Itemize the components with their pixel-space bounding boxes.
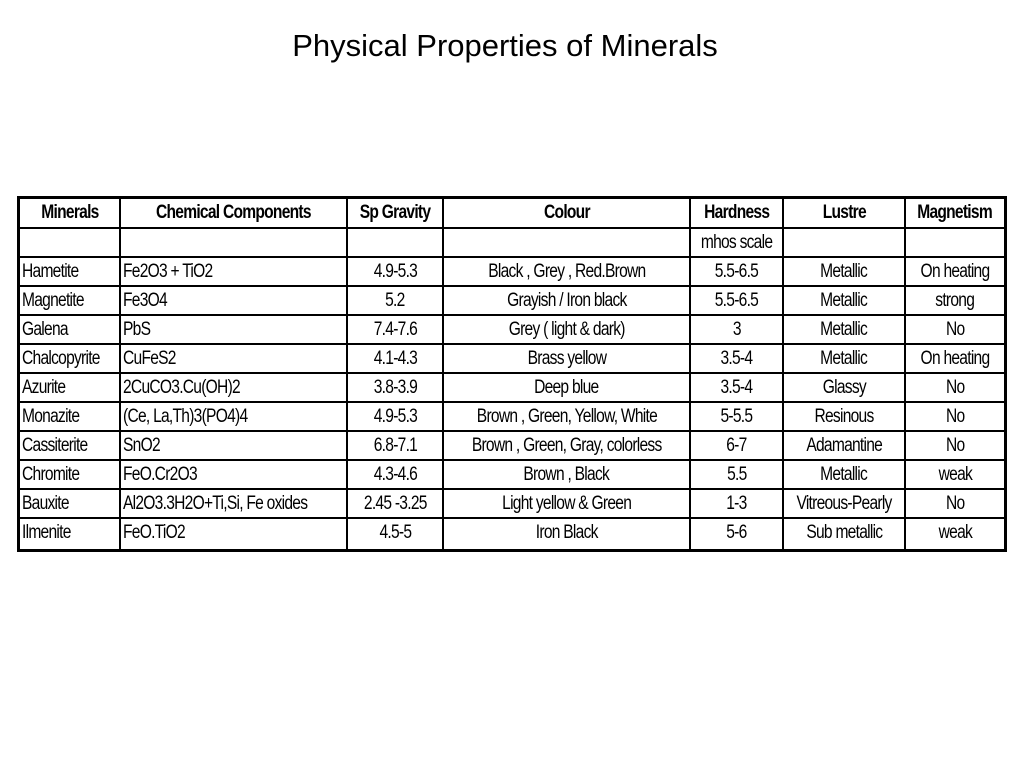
cell-text: 4.5-5	[379, 522, 411, 543]
cell-text: Brown , Black	[523, 464, 610, 485]
cell-text: On heating	[920, 261, 990, 282]
cell-text: 5.5-6.5	[714, 261, 759, 282]
cell-sp-gravity	[347, 315, 443, 344]
cell-text: Iron Black	[535, 522, 598, 543]
subheader-cell-colour	[443, 228, 690, 257]
cell-hardness	[690, 373, 783, 402]
cell-text: Galena	[22, 319, 68, 340]
cell-text: On heating	[920, 348, 990, 369]
cell-text: weak	[938, 464, 972, 485]
cell-lustre	[783, 460, 905, 489]
cell-hardness	[690, 286, 783, 315]
column-header-label: Colour	[543, 202, 590, 223]
table-row	[20, 286, 1004, 315]
header-row	[20, 199, 1004, 228]
cell-minerals	[20, 489, 120, 518]
cell-magnetism	[905, 286, 1004, 315]
cell-text: Metallic	[820, 319, 868, 340]
table-row	[20, 344, 1004, 373]
cell-colour	[443, 344, 690, 373]
cell-text: Metallic	[820, 261, 868, 282]
column-header-magnetism	[905, 199, 1004, 228]
table-row	[20, 402, 1004, 431]
cell-minerals	[20, 257, 120, 286]
cell-magnetism	[905, 431, 1004, 460]
cell-text: Sub metallic	[805, 522, 883, 543]
table-row	[20, 373, 1004, 402]
column-header-label: Lustre	[822, 202, 866, 223]
column-header-lustre	[783, 199, 905, 228]
cell-hardness	[690, 315, 783, 344]
cell-text: No	[945, 319, 965, 340]
subheader-cell-magnetism	[905, 228, 1004, 257]
cell-hardness	[690, 344, 783, 373]
cell-text: PbS	[123, 319, 151, 340]
cell-text: 5-6	[726, 522, 747, 543]
cell-text: Deep blue	[534, 377, 599, 398]
cell-text: Magnetite	[22, 290, 84, 311]
cell-text: 1-3	[726, 493, 747, 514]
table-row	[20, 489, 1004, 518]
cell-text: Light yellow & Green	[501, 493, 631, 514]
cell-colour	[443, 431, 690, 460]
cell-chemical-components	[120, 286, 347, 315]
cell-chemical-components	[120, 315, 347, 344]
subheader-cell-minerals	[20, 228, 120, 257]
cell-colour	[443, 373, 690, 402]
table-row	[20, 315, 1004, 344]
column-header-minerals	[20, 199, 120, 228]
cell-text: 5.5	[726, 464, 747, 485]
cell-minerals	[20, 315, 120, 344]
cell-text: Chalcopyrite	[22, 348, 100, 369]
subheader-cell-lustre	[783, 228, 905, 257]
cell-text: 6.8-7.1	[373, 435, 417, 456]
cell-text: Fe2O3 + TiO2	[123, 261, 213, 282]
cell-text: No	[945, 435, 965, 456]
cell-minerals	[20, 431, 120, 460]
cell-text: 3.5-4	[720, 377, 753, 398]
cell-text: Cassiterite	[22, 435, 88, 456]
cell-text: Metallic	[820, 348, 868, 369]
cell-magnetism	[905, 373, 1004, 402]
cell-colour	[443, 489, 690, 518]
column-header-label: Minerals	[40, 202, 99, 223]
cell-colour	[443, 402, 690, 431]
cell-chemical-components	[120, 373, 347, 402]
cell-colour	[443, 460, 690, 489]
column-header-label: Hardness	[703, 202, 770, 223]
column-header-label: Sp Gravity	[359, 202, 431, 223]
subheader-cell-sp-gravity	[347, 228, 443, 257]
cell-text: Grayish / Iron black	[506, 290, 627, 311]
cell-lustre	[783, 257, 905, 286]
cell-text: Al2O3.3H2O+Ti,Si, Fe oxides	[123, 493, 308, 514]
cell-chemical-components	[120, 460, 347, 489]
cell-text: Grey ( light & dark)	[508, 319, 625, 340]
cell-sp-gravity	[347, 373, 443, 402]
cell-magnetism	[905, 402, 1004, 431]
cell-text: Hametite	[22, 261, 79, 282]
cell-magnetism	[905, 344, 1004, 373]
cell-lustre	[783, 315, 905, 344]
cell-hardness	[690, 518, 783, 549]
table-body	[20, 228, 1004, 549]
cell-text: No	[945, 493, 965, 514]
cell-lustre	[783, 431, 905, 460]
minerals-table-container	[17, 196, 1007, 552]
cell-hardness	[690, 402, 783, 431]
cell-chemical-components	[120, 257, 347, 286]
cell-text: 5.2	[385, 290, 405, 311]
cell-text: Metallic	[820, 290, 868, 311]
cell-text: Azurite	[22, 377, 66, 398]
cell-hardness	[690, 431, 783, 460]
cell-colour	[443, 518, 690, 549]
cell-text: No	[945, 377, 965, 398]
cell-chemical-components	[120, 344, 347, 373]
cell-lustre	[783, 489, 905, 518]
cell-minerals	[20, 344, 120, 373]
cell-chemical-components	[120, 402, 347, 431]
cell-text: strong	[935, 290, 975, 311]
cell-text: 4.1-4.3	[373, 348, 417, 369]
cell-text: Ilmenite	[22, 522, 71, 543]
cell-text: 3.5-4	[720, 348, 753, 369]
cell-chemical-components	[120, 431, 347, 460]
subheader-row	[20, 228, 1004, 257]
cell-text: FeO.TiO2	[123, 522, 185, 543]
cell-minerals	[20, 286, 120, 315]
cell-colour	[443, 257, 690, 286]
cell-text: 3	[732, 319, 741, 340]
cell-sp-gravity	[347, 402, 443, 431]
cell-magnetism	[905, 315, 1004, 344]
page-title: Physical Properties of Minerals	[292, 28, 718, 63]
cell-hardness	[690, 460, 783, 489]
cell-text: CuFeS2	[123, 348, 176, 369]
cell-sp-gravity	[347, 344, 443, 373]
cell-chemical-components	[120, 489, 347, 518]
cell-text: weak	[938, 522, 972, 543]
subheader-cell-chemical-components	[120, 228, 347, 257]
cell-text: 4.9-5.3	[373, 406, 417, 427]
cell-text: 3.8-3.9	[373, 377, 417, 398]
cell-text: (Ce, La,Th)3(PO4)4	[123, 406, 248, 427]
cell-text: Glassy	[822, 377, 866, 398]
cell-sp-gravity	[347, 460, 443, 489]
cell-text: Monazite	[22, 406, 80, 427]
cell-text: Brown , Green, Gray, colorless	[471, 435, 662, 456]
cell-text: Vitreous-Pearly	[796, 493, 892, 514]
cell-text: 2CuCO3.Cu(OH)2	[123, 377, 240, 398]
cell-sp-gravity	[347, 518, 443, 549]
cell-minerals	[20, 402, 120, 431]
cell-text: Bauxite	[22, 493, 69, 514]
cell-magnetism	[905, 518, 1004, 549]
table-row	[20, 518, 1004, 549]
cell-colour	[443, 286, 690, 315]
cell-hardness	[690, 257, 783, 286]
column-header-sp-gravity	[347, 199, 443, 228]
cell-text: No	[945, 406, 965, 427]
cell-chemical-components	[120, 518, 347, 549]
cell-text: 6-7	[726, 435, 747, 456]
cell-sp-gravity	[347, 489, 443, 518]
subheader-cell-hardness	[690, 228, 783, 257]
cell-text: Black , Grey , Red.Brown	[487, 261, 646, 282]
table-row	[20, 460, 1004, 489]
cell-text: FeO.Cr2O3	[123, 464, 197, 485]
cell-text: 5.5-6.5	[714, 290, 759, 311]
cell-magnetism	[905, 489, 1004, 518]
cell-text: Brass yellow	[527, 348, 606, 369]
column-header-label: Magnetism	[917, 202, 993, 223]
cell-lustre	[783, 518, 905, 549]
cell-text: Resinous	[814, 406, 874, 427]
column-header-colour	[443, 199, 690, 228]
column-header-hardness	[690, 199, 783, 228]
cell-text: 4.9-5.3	[373, 261, 417, 282]
cell-minerals	[20, 460, 120, 489]
minerals-table	[20, 199, 1004, 549]
subheader-label: mhos scale	[700, 232, 773, 253]
cell-text: 2.45 -3.25	[363, 493, 427, 514]
cell-minerals	[20, 518, 120, 549]
cell-lustre	[783, 286, 905, 315]
cell-text: 7.4-7.6	[373, 319, 417, 340]
cell-text: 4.3-4.6	[373, 464, 417, 485]
cell-text: SnO2	[123, 435, 160, 456]
column-header-chemical-components	[120, 199, 347, 228]
cell-text: Fe3O4	[123, 290, 167, 311]
cell-sp-gravity	[347, 257, 443, 286]
cell-lustre	[783, 402, 905, 431]
cell-text: Brown , Green, Yellow, White	[476, 406, 657, 427]
cell-minerals	[20, 373, 120, 402]
cell-text: Metallic	[820, 464, 868, 485]
cell-sp-gravity	[347, 286, 443, 315]
cell-magnetism	[905, 460, 1004, 489]
cell-sp-gravity	[347, 431, 443, 460]
cell-text: Chromite	[22, 464, 80, 485]
cell-magnetism	[905, 257, 1004, 286]
table-row	[20, 431, 1004, 460]
table-row	[20, 257, 1004, 286]
cell-colour	[443, 315, 690, 344]
cell-text: 5-5.5	[720, 406, 753, 427]
column-header-label: Chemical Components	[156, 202, 311, 223]
cell-lustre	[783, 373, 905, 402]
cell-text: Adamantine	[806, 435, 882, 456]
cell-hardness	[690, 489, 783, 518]
cell-lustre	[783, 344, 905, 373]
